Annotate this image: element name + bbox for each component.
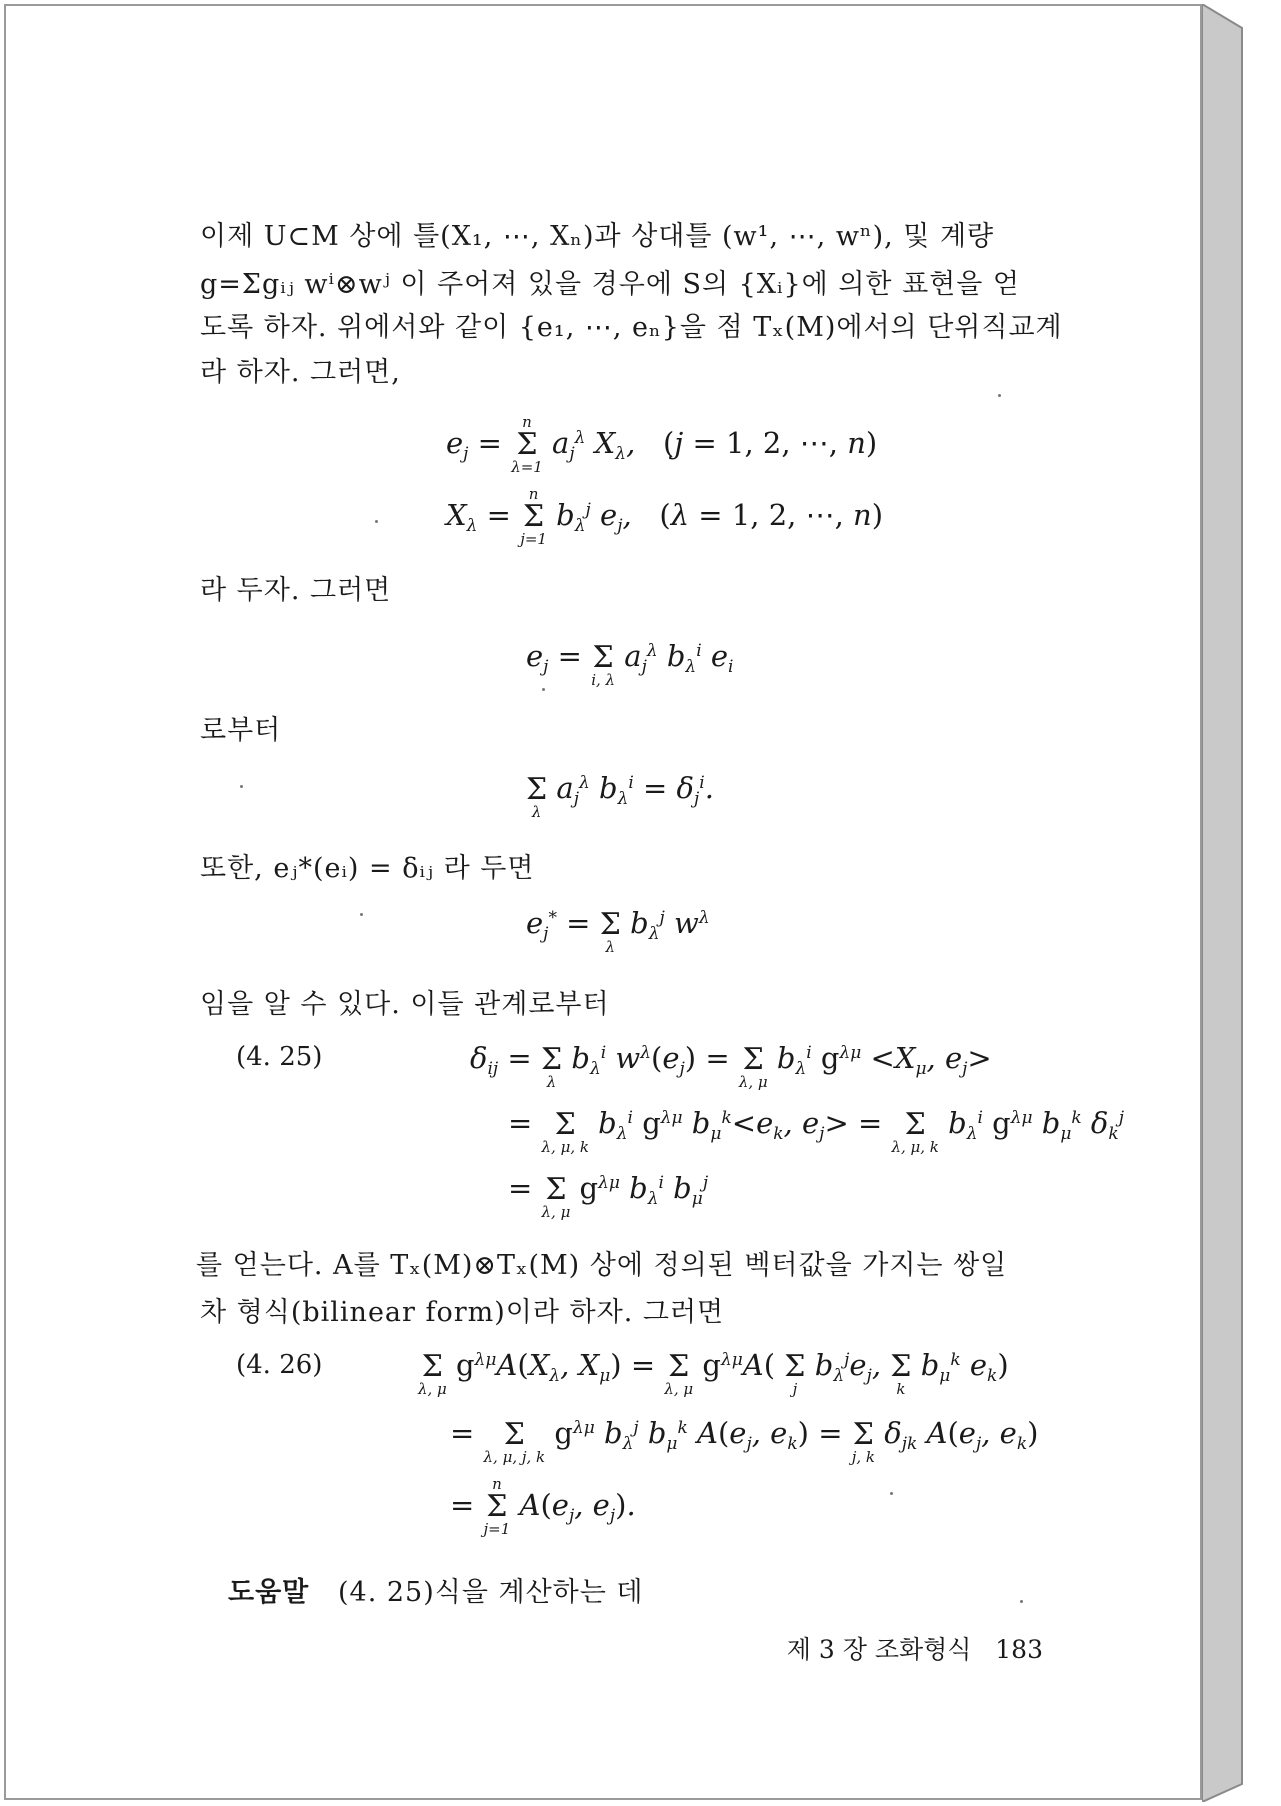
obtain-line-2: 차 형식(bilinear form)이라 하자. 그러면 xyxy=(200,1297,725,1328)
scan-speck xyxy=(360,913,363,916)
chapter-title: 제 3 장 조화형식 xyxy=(786,1635,972,1664)
obtain-line-1: 를 얻는다. A를 Tₓ(M)⊗Tₓ(M) 상에 정의된 벡터값을 가지는 쌍일 xyxy=(196,1250,1008,1281)
equation-X-lambda-expansion: $X_\lambda$ = n Σ j=1 $b_\lambda^j$ $e_j$, (λ = 1, 2, ⋯, n) xyxy=(446,485,884,548)
equation-4-26-line-1: Σ λ, μ $g^{\lambda\mu}A(X_\lambda$, $X_\mu$) = Σ λ, μ $g^{\lambda\mu}A$( Σ j $b_\lambda^je_j$, Σ k $b_\mu^k$ $e_k$) xyxy=(418,1348,1009,1398)
intro-line-3: 도록 하자. 위에서와 같이 {e₁, ⋯, eₙ}을 점 Tₓ(M)에서의 단위직교계 xyxy=(200,312,1063,343)
also-line: 또한, eⱼ*(eᵢ) = δᵢⱼ 라 두면 xyxy=(200,853,535,884)
scan-speck xyxy=(1020,1600,1023,1603)
scan-speck xyxy=(542,688,545,691)
equation-ej-expansion: $e_j$ = n Σ λ=1 $a_j^\lambda$ $X_\lambda$, (j = 1, 2, ⋯, n) xyxy=(446,413,878,476)
equation-4-25-line-2: = Σ λ, μ, k $b_\lambda^i$ $g^{\lambda\mu}$ $b_\mu^k<e_k$, $e_j>$ = Σ λ, μ, k $b_\lambda^i$ $g^{\lambda\mu}$ $b_\mu^k$ $\delta_k^j$ xyxy=(508,1106,1124,1156)
page-edge-shadow xyxy=(1202,4,1276,1802)
equation-number-4-26: (4. 26) xyxy=(236,1350,323,1380)
equation-delta-identity: Σ λ $a_j^\lambda$ $b_\lambda^i = \delta_j^i$. xyxy=(526,771,714,821)
scan-speck xyxy=(890,1492,893,1495)
equation-4-26-line-2: = Σ λ, μ, j, k $g^{\lambda\mu}$ $b_\lambda^j$ $b_\mu^k$ $A(e_j$, $e_k$) = Σ j, k $\delta_{jk}$ $A(e_j$, $e_k$) xyxy=(450,1416,1039,1466)
page-number: 183 xyxy=(995,1635,1043,1664)
hint-text: (4. 25)식을 계산하는 데 xyxy=(338,1577,644,1608)
scan-speck xyxy=(375,520,378,523)
equation-4-25-line-3: = Σ λ, μ $g^{\lambda\mu}$ $b_\lambda^i$ $b_\mu^j$ xyxy=(508,1171,709,1221)
let-then-line: 라 두자. 그러면 xyxy=(200,575,392,606)
page-footer xyxy=(787,1630,1043,1666)
from-line: 로부터 xyxy=(200,715,282,746)
intro-line-2: g=Σgᵢⱼ wⁱ⊗wʲ 이 주어져 있을 경우에 S의 {Xᵢ}에 의한 표현을 얻 xyxy=(200,269,1020,300)
intro-line-1: 이제 U⊂M 상에 틀(X₁, ⋯, Xₙ)과 상대틀 (w¹, ⋯, wⁿ), 및 계량 xyxy=(200,221,995,252)
scan-speck xyxy=(998,394,1001,397)
equation-4-25-line-1: $\delta_{ij}$ = Σ λ $b_\lambda^i$ $w^\lambda(e_j)$ = Σ λ, μ $b_\lambda^i$ $g^{\lambda\mu} <X_\mu$, $e_j>$ xyxy=(470,1041,992,1091)
scan-speck xyxy=(240,785,243,788)
hint-label: 도움말 xyxy=(228,1577,310,1608)
known-line: 임을 알 수 있다. 이들 관계로부터 xyxy=(200,989,610,1020)
intro-line-4: 라 하자. 그러면, xyxy=(200,357,401,388)
hint-line xyxy=(228,1570,644,1609)
equation-4-26-line-3: = n Σ j=1 $A(e_j$, $e_j$). xyxy=(450,1475,636,1538)
equation-number-4-25: (4. 25) xyxy=(236,1042,323,1072)
equation-ej-double-sum: $e_j$ = Σ i, λ $a_j^\lambda$ $b_\lambda^i$ $e_i$ xyxy=(526,639,734,689)
equation-dual-basis: $e_j^*$ = Σ λ $b_\lambda^j$ $w^\lambda$ xyxy=(526,906,710,956)
